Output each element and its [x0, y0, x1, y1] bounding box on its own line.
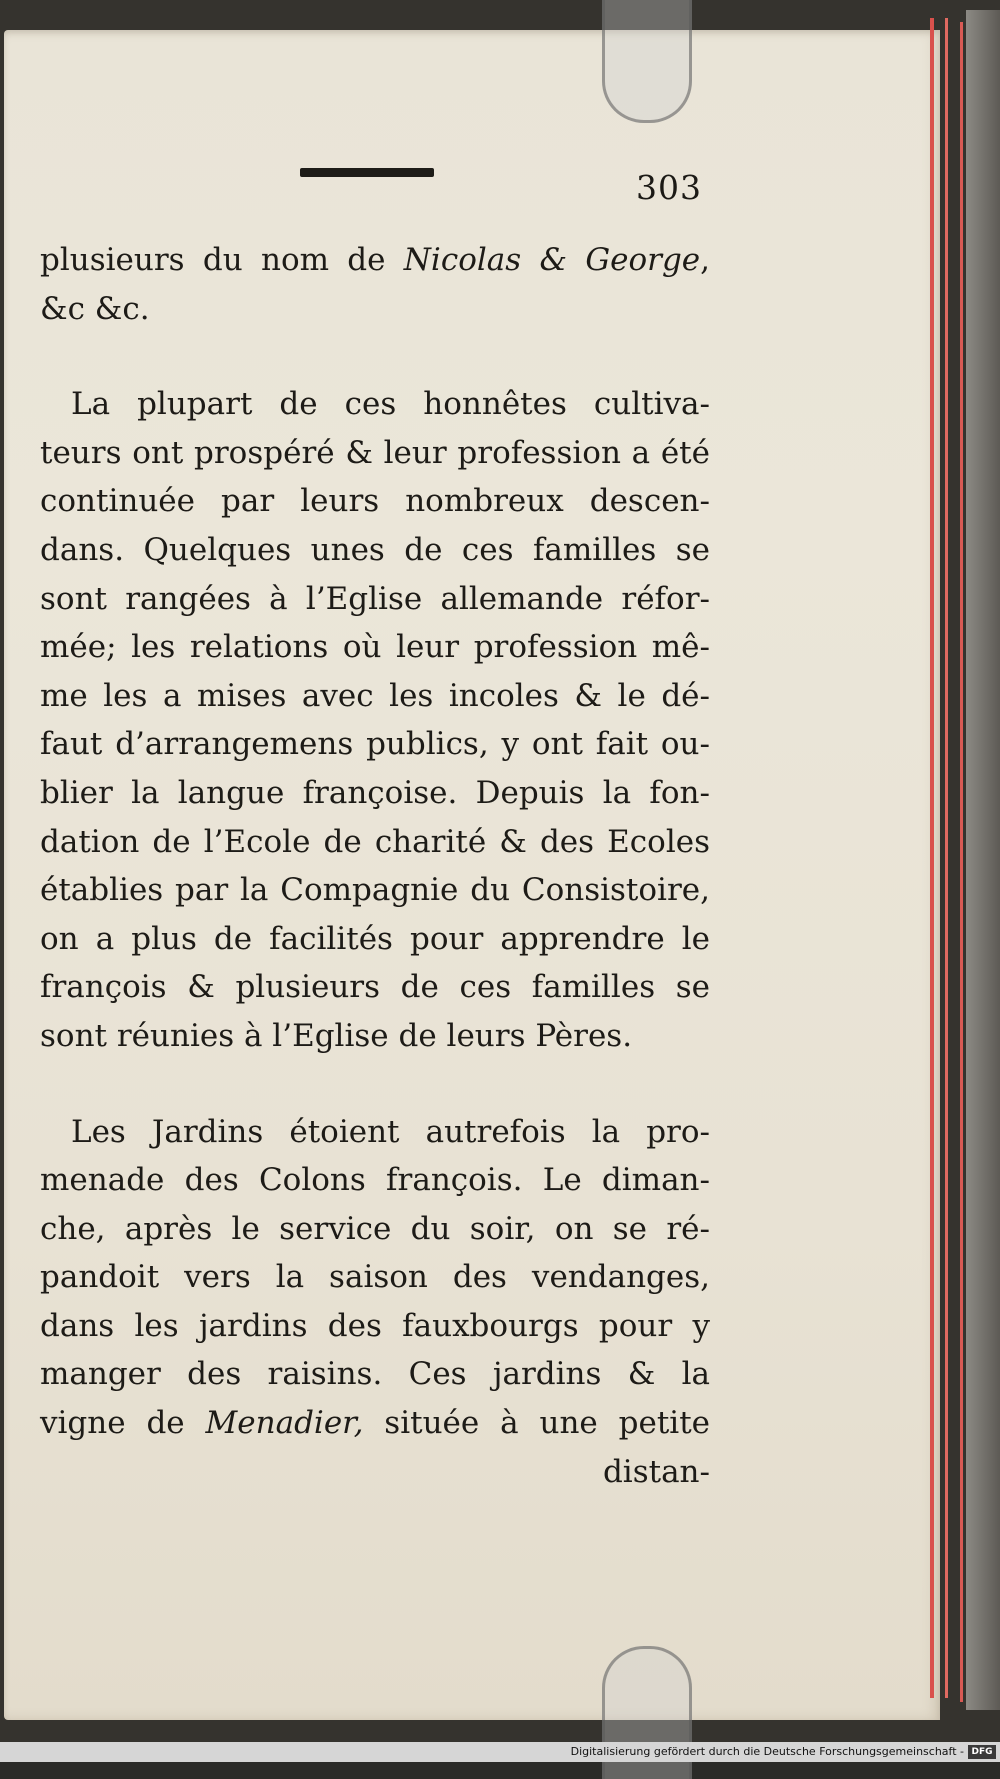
text-line	[40, 915, 710, 964]
text-line	[40, 963, 710, 1012]
text-run: La plupart de ces honnêtes cultiva-	[40, 386, 710, 423]
dfg-logo: DFG	[968, 1745, 996, 1759]
text-line	[40, 818, 710, 867]
text-line	[40, 1448, 710, 1497]
text-run: me les a mises avec les incoles & le dé-	[40, 677, 710, 714]
scanner-clip-top	[602, 0, 692, 123]
text-run: manger des raisins. Ces jardins & la	[40, 1356, 710, 1393]
text-line	[40, 769, 710, 818]
header-rule	[300, 168, 434, 177]
text-run: faut d’arrangemens publics, y ont fait ou-	[40, 726, 710, 763]
red-page-edge	[945, 18, 948, 1698]
body-text	[40, 236, 710, 1496]
text-run: sont réunies à l’Eglise de leurs Pères.	[40, 1017, 633, 1054]
text-line	[40, 1399, 710, 1448]
text-line	[40, 380, 710, 429]
text-line	[40, 236, 710, 285]
text-run: Les Jardins étoient autrefois la pro-	[40, 1113, 710, 1150]
text-run: françois & plusieurs de ces familles se	[40, 969, 710, 1006]
text-run: dans les jardins des fauxbourgs pour y	[40, 1307, 710, 1344]
text-run: teurs ont prospéré & leur profession a été	[40, 434, 710, 471]
text-line	[40, 1012, 710, 1061]
text-line	[40, 1253, 710, 1302]
text-line	[40, 866, 710, 915]
text-run: mée; les relations où leur profession mê-	[40, 629, 710, 666]
text-run: che, après le service du soir, on se ré-	[40, 1210, 710, 1247]
paragraph-gap	[40, 333, 710, 380]
text-run: ,	[700, 242, 710, 278]
digitization-credit	[0, 1742, 1000, 1762]
text-line	[40, 285, 710, 334]
italic-text: Nicolas & George	[403, 242, 701, 278]
text-line	[40, 1350, 710, 1399]
text-line	[40, 526, 710, 575]
text-line	[40, 1205, 710, 1254]
text-run: établies par la Compagnie du Consistoire,	[40, 872, 710, 909]
text-line	[40, 623, 710, 672]
text-run: pandoit vers la saison des vendanges,	[40, 1259, 710, 1296]
text-run: située à une petite	[363, 1405, 710, 1442]
text-line	[40, 477, 710, 526]
text-run: continuée par leurs nombreux descen-	[40, 483, 710, 520]
text-line	[40, 1302, 710, 1351]
text-run: &c &c.	[40, 290, 150, 327]
text-run: vigne de	[40, 1405, 206, 1442]
text-line	[40, 672, 710, 721]
text-line	[40, 1108, 710, 1157]
text-line	[40, 429, 710, 478]
credit-text: Digitalisierung gefördert durch die Deutsche Forschungsgemeinschaft -	[570, 1745, 964, 1758]
paragraph-gap	[40, 1061, 710, 1108]
text-run: on a plus de facilités pour apprendre le	[40, 920, 710, 957]
book-cover-edge	[966, 10, 1000, 1710]
text-run: dation de l’Ecole de charité & des Ecoles	[40, 823, 710, 860]
red-page-edge	[930, 18, 934, 1698]
italic-text: Menadier,	[205, 1405, 364, 1442]
text-run: sont rangées à l’Eglise allemande réfor-	[40, 580, 710, 617]
text-line	[40, 1156, 710, 1205]
page-number: 303	[636, 168, 702, 207]
red-page-edge	[960, 22, 963, 1702]
text-line	[40, 575, 710, 624]
text-run: menade des Colons françois. Le diman-	[40, 1162, 710, 1199]
text-run: distan-	[602, 1453, 710, 1490]
text-line	[40, 720, 710, 769]
text-run: dans. Quelques unes de ces familles se	[40, 531, 710, 568]
text-run: plusieurs du nom de	[40, 242, 404, 278]
text-run: blier la langue françoise. Depuis la fon-	[40, 774, 710, 811]
